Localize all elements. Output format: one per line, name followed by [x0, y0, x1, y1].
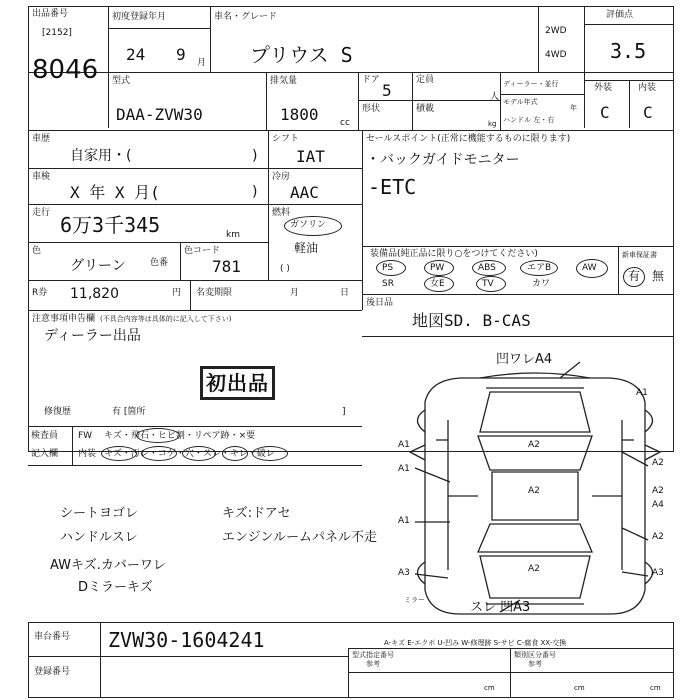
entry-label: 記入欄 [31, 449, 59, 459]
registration-label: 登録番号 [34, 667, 71, 677]
dimension-cm-2: cm [574, 684, 585, 692]
inspector-fw: FW [78, 431, 93, 441]
diagram-label-2: A1 [398, 464, 410, 474]
diagram-label-9: A2 [528, 564, 540, 574]
diagram-label-12: A2 [528, 440, 540, 450]
color-value: グリーン [70, 258, 126, 274]
interior-label: 内装 [638, 83, 657, 93]
history-close: ) [252, 148, 258, 164]
cc-unit: cc [340, 118, 350, 128]
diagram-label-6: A2 [652, 486, 664, 496]
displacement-label: 排気量 [270, 76, 298, 86]
interior-grade: C [643, 103, 653, 122]
inspection-label: 車検 [32, 172, 51, 182]
dimension-cm-1: cm [484, 684, 495, 692]
model-year-label: モデル年式 [503, 98, 538, 106]
chassis-value: ZVW30-1604241 [108, 628, 265, 652]
exterior-grade: C [600, 103, 610, 122]
km-unit: km [226, 230, 240, 240]
drive-2wd: 2WD [545, 26, 567, 36]
rating-label: 評価点 [606, 10, 634, 20]
year-unit: 年 [570, 104, 577, 112]
displacement-value: 1800 [280, 105, 319, 124]
rating-value: 3.5 [610, 39, 647, 63]
color-code-value: 781 [212, 257, 241, 276]
diagram-label-7: A2 [652, 532, 664, 542]
class-label: 類別区分番号 [514, 651, 556, 659]
repair-history-close: ] [342, 407, 346, 417]
doors-value: 5 [382, 81, 392, 100]
recycle-yen: 円 [172, 288, 182, 298]
inspection-close: ) [252, 184, 258, 200]
diagram-top-note: 凹ワレA4 [496, 352, 553, 367]
inspector-items: キズ・飛石・ヒビ割・リペア跡・×要 [104, 431, 256, 441]
lot-number: 8046 [32, 55, 99, 85]
load-label: 積載 [416, 104, 435, 114]
interior-entry-label: 内装 [78, 449, 97, 459]
equip-sr: SR [382, 279, 394, 289]
equipment-label: 装備品(純正品に限り○をつけてください) [370, 249, 538, 259]
inspector-label: 検査員 [31, 431, 59, 441]
inspection-value: X 年 X 月( [70, 183, 160, 202]
name-change-month: 月 [290, 288, 300, 298]
note-left-1: シートヨゴレ [60, 506, 139, 521]
diagram-label-5: A4 [652, 500, 664, 510]
diagram-label-3: A2 [652, 458, 664, 468]
shift-value: IAT [296, 147, 325, 166]
color-number-label: 色番 [150, 258, 169, 268]
warranty-no: 無 [652, 269, 665, 283]
fuel-paren: ( ) [280, 264, 290, 274]
first-listing-stamp: 初出品 [200, 366, 275, 400]
car-name-label: 車名・グレード [214, 12, 278, 22]
notes-value: ディーラー出品 [44, 328, 141, 344]
model-value: DAA-ZVW30 [116, 105, 203, 124]
attachments-value: 地図SD. B-CAS [412, 311, 531, 330]
attachments-label: 後日品 [366, 298, 394, 308]
equip-aw: AW [582, 263, 597, 273]
notes-sub: (不具合内容等は具体的に記入して下さい) [100, 315, 232, 323]
ac-label: 冷房 [272, 172, 291, 182]
shift-label: シフト [272, 134, 300, 144]
diagram-label-1: A1 [636, 388, 648, 398]
interior-items: キズ・汚レ・コゲ・穴・スレ・キレ・破レ [104, 449, 275, 459]
doors-label: ドア [362, 75, 380, 85]
car-name-value: プリウス S [250, 43, 353, 67]
first-registration-year: 24 [126, 45, 146, 64]
equip-tv: TV [482, 279, 494, 289]
warranty-yes: 有 [628, 269, 641, 283]
repair-history-value: 有 [箇所 [112, 407, 146, 417]
diagram-label-13: A1 [398, 440, 410, 450]
lot-number-label: 出品番号 [32, 9, 69, 19]
class-sub: 参考 [528, 660, 542, 668]
equip-airbag: エアB [527, 263, 552, 273]
shape-label: 形状 [362, 104, 381, 114]
model-label: 型式 [112, 76, 131, 86]
kg-unit: kg [488, 120, 497, 128]
diagram-mirror-label: ミラー [404, 596, 425, 604]
equip-abs: ABS [478, 263, 496, 273]
certification-label: 型式指定番号 [352, 651, 394, 659]
sales-point-line1: ・バックガイドモニター [366, 152, 520, 168]
handle-label: ハンドル 左・右 [503, 116, 555, 124]
note-left-4: Dミラーキズ [78, 580, 153, 595]
notes-label: 注意事項申告欄 [32, 314, 96, 324]
note-right-1: キズ:ドアセ [222, 506, 291, 521]
equip-ps: PS [382, 263, 394, 273]
name-change-label: 名変期限 [196, 288, 233, 298]
capacity-label: 定員 [416, 75, 435, 85]
fuel-label: 燃料 [272, 208, 291, 218]
month-unit: 月 [197, 58, 207, 68]
first-registration-month: 9 [176, 45, 186, 64]
damage-legend: A-キズ E-エクボ U-凹み W-修理跡 S-サビ C-腐食 XX-交換 [384, 639, 567, 647]
lot-number-sub: [2152] [42, 28, 72, 38]
equip-pw: PW [430, 263, 445, 273]
fuel-gasoline: ガソリン [290, 220, 327, 230]
diagram-bottom-note: スレ 凹A3 [470, 600, 531, 615]
ac-value: AAC [290, 183, 319, 202]
note-right-2: エンジンルームパネル不走 [222, 530, 378, 545]
equip-row2-2: 女E [430, 279, 445, 289]
note-left-2: ハンドルスレ [60, 530, 138, 545]
color-code-label: 色コード [184, 246, 221, 256]
diagram-label-4: A2 [528, 486, 540, 496]
mileage-value: 6万3千345 [60, 213, 161, 237]
fuel-diesel: 軽油 [294, 241, 319, 255]
exterior-label: 外装 [594, 83, 613, 93]
chassis-label: 車台番号 [34, 632, 71, 642]
history-value: 自家用・( [70, 148, 132, 164]
name-change-day: 日 [340, 288, 350, 298]
dimension-cm-3: cm [650, 684, 661, 692]
repair-history-label: 修復歴 [44, 407, 72, 417]
history-label: 車歴 [32, 134, 51, 144]
mileage-label: 走行 [32, 208, 51, 218]
equip-leather: カワ [532, 279, 551, 289]
color-label: 色 [32, 246, 42, 256]
dealer-label: ディーラー・並行 [503, 80, 559, 88]
sales-point-label: セールスポイント(正常に機能するものに限ります) [366, 134, 571, 144]
diagram-label-10: A3 [398, 568, 410, 578]
first-registration-label: 初度登録年月 [112, 12, 167, 22]
sales-point-line2: -ETC [368, 175, 417, 199]
new-warranty-label: 新車保証書 [622, 251, 657, 259]
person-unit: 人 [490, 92, 500, 102]
note-left-3: AWキズ.カバーワレ [50, 558, 166, 573]
recycle-value: 11,820 [70, 286, 119, 302]
certification-sub: 参考 [366, 660, 380, 668]
diagram-label-11: A3 [652, 568, 664, 578]
recycle-label: R券 [32, 288, 48, 298]
drive-4wd: 4WD [545, 50, 567, 60]
diagram-label-8: A1 [398, 516, 410, 526]
